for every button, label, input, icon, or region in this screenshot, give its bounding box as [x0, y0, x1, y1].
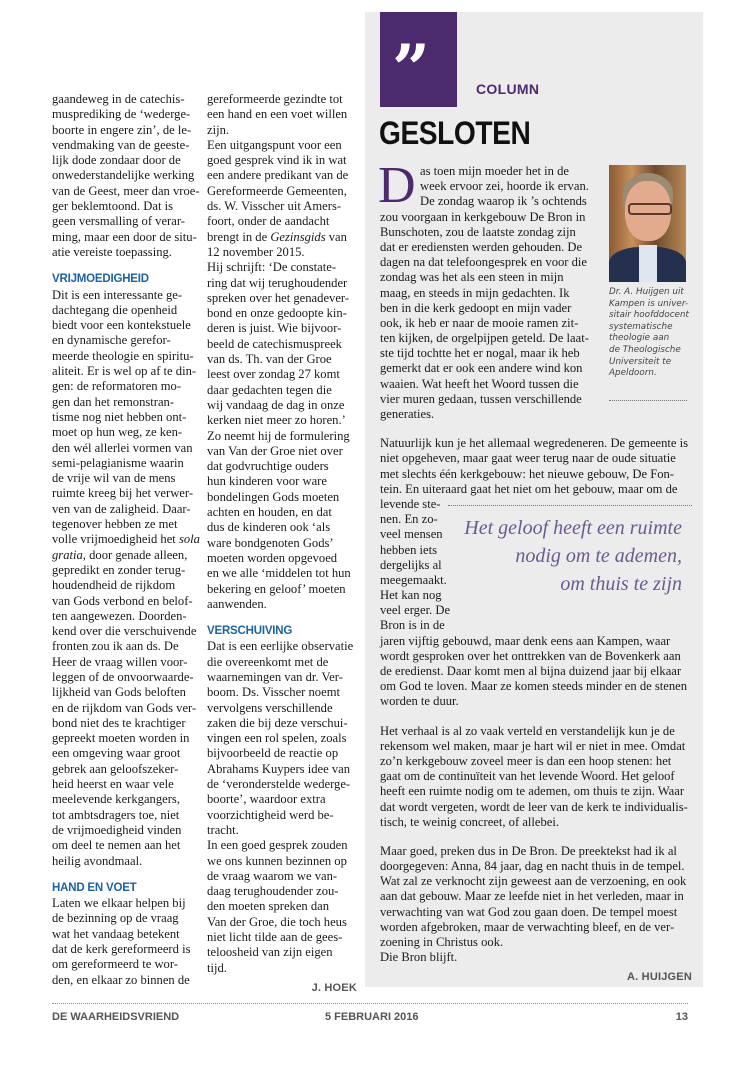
column-panel	[365, 12, 703, 987]
text-line: ben in die kerk gedoopt en mijn vader	[380, 300, 572, 315]
text-line: de Theologische	[609, 344, 681, 355]
text-line: de vrije wil van de mens	[52, 471, 176, 486]
text-line: gratia, door genade alleen,	[52, 547, 188, 562]
text-line: doorgegeven: Anna, 84 jaar, dag en nacht thuis in de tempel.	[380, 859, 685, 874]
paragraph-3	[380, 724, 692, 830]
text-line: een omgeving waar groot	[52, 746, 181, 761]
text-line: De zondag waarop ik ’s ochtends	[420, 194, 587, 209]
text-line: dergelijks al	[380, 557, 442, 572]
text-line: van Van der Groe niet over	[207, 443, 343, 458]
text-line: fronten zou ik aan ds. De	[52, 639, 179, 654]
text-line: kend over die verschuivende	[52, 624, 197, 639]
text-line: niet opgeheven, maar gaat weer terug naar de oude situatie	[380, 451, 676, 466]
text-line: boom. Ds. Visscher noemt	[207, 685, 340, 700]
paragraph-2-continued	[380, 634, 692, 710]
text-line: gereformeerde gezindte tot	[207, 92, 343, 106]
text-line: wordt gesproken over het onttrekken van de Bovenkerk aan	[380, 648, 681, 663]
text-line: zondag was het als een steen in mijn	[380, 270, 564, 285]
text-line: bekering en geloof’ moeten	[207, 581, 346, 596]
text-line: van de Geest, meer dan vroe-	[52, 183, 200, 198]
text-line: ven van de zaligheid. Daar-	[52, 501, 191, 516]
section-heading: HAND EN VOET	[52, 881, 137, 894]
text-line: een andere predikant van de	[207, 168, 349, 183]
text-line: Het verhaal is al zo vaak verteld en verstandelijk kun je de	[380, 723, 675, 738]
text-line: ten aangewezen. Doorden-	[52, 608, 187, 623]
text-line: Een uitgangspunt voor een	[207, 137, 342, 152]
text-line: tracht.	[207, 822, 239, 837]
footer-publication: DE WAARHEIDSVRIEND	[52, 1011, 180, 1023]
text-line: heeft een ruimte nodig om te ademen, om thuis te zijn. Waar	[380, 784, 685, 799]
text-line: 12 november 2015.	[207, 244, 305, 259]
text-line: ruimte kreeg bij het verwer-	[52, 486, 194, 501]
text-line: dus de kinderen ook ‘als	[207, 520, 331, 535]
text-line: Abrahams Kuypers idee van	[207, 761, 351, 776]
text-line: brengt in de Gezinsgids van	[207, 229, 347, 244]
paragraph-2	[380, 436, 692, 497]
text-line: daag terughoudender zou-	[207, 884, 339, 899]
text-line: Gereformeerde Gemeenten,	[207, 183, 347, 198]
text-line: Laten we elkaar helpen bij	[52, 896, 186, 911]
text-line: meelevende kerkgangers,	[52, 792, 180, 807]
text-line: den, en elkaar zo binnen de	[52, 972, 190, 987]
text-line: ten kijken, de orgelpijpen geteld. De laat-	[380, 331, 589, 346]
text-line: onwederstandelijke werking	[52, 168, 195, 183]
article-column-1	[52, 92, 202, 988]
text-line: Universiteit te	[609, 356, 672, 367]
text-line: achten en houden, en dat	[207, 505, 332, 520]
text-line: wij vandaag de dag in onze	[207, 397, 345, 412]
text-line: ware bondgenoten Gods’	[207, 535, 334, 550]
text-line: week ervoor zei, hoorde ik ervan.	[420, 179, 589, 194]
text-line: hebben iets	[380, 542, 438, 557]
text-line: ger beklemtoond. Dat is	[52, 199, 174, 214]
article-column-2	[207, 92, 357, 996]
text-line: dat wordt vergeten, wordt de leer van de kerk te individualis-	[380, 799, 688, 814]
text-line: met slechts één kerkgebouw: het nieuwe gebouw, De Fon-	[380, 466, 675, 481]
text-line: tisch, te weinig concreet, of allebei.	[380, 814, 560, 829]
column-title: GESLOTEN	[379, 115, 531, 151]
text-line: tisme nog niet hebben ont-	[52, 409, 187, 424]
text-line: In een goed gesprek zouden	[207, 838, 348, 853]
text-line: Bunschoten, zou de laatste zondag zijn	[380, 224, 576, 239]
text-line: Dit is een interessante ge-	[52, 287, 183, 302]
text-line: gemerkt dat er ook een andere wind kon	[380, 361, 583, 376]
footer-date: 5 FEBRUARI 2016	[325, 1011, 419, 1023]
text-line: Van der Groe, die toch heus	[207, 914, 347, 929]
text-line: wat het vandaag betekent	[52, 926, 180, 941]
quote-mark-box	[380, 12, 457, 107]
text-line: lijkheid van Gods beloften	[52, 685, 186, 700]
paragraph-4	[380, 844, 692, 966]
text-line: niet licht tilde aan de gees-	[207, 930, 343, 945]
text-line: daar gedachten tegen die	[207, 382, 332, 397]
text-line: en we alle ‘middelen tot hun	[207, 566, 351, 581]
text-line: dachtegang die openheid	[52, 302, 178, 317]
text-line: tein. En uiteraard gaat het niet om het gebouw, maar om de	[380, 481, 678, 496]
text-line: om thuis te zijn	[560, 572, 682, 595]
text-line: dat er erediensten werden gehouden. De	[380, 239, 583, 254]
text-line: Wat zal ze verknocht zijn geweest aan de verzoening, en ook	[380, 874, 687, 889]
text-line: tijd.	[207, 960, 227, 975]
text-line: zo’n kerkgebouw zoveel meer is dan een hoop stenen: het	[380, 753, 672, 768]
text-line: we ons kunnen bezinnen op	[207, 853, 347, 868]
text-line: den moeten spreken dan	[207, 899, 330, 914]
text-line: de vraag waarom we van-	[207, 868, 338, 883]
text-line: Dat is een eerlijke observatie	[207, 639, 354, 654]
text-line: as toen mijn moeder het in de	[420, 164, 569, 178]
text-line: den wél allerlei vormen van	[52, 440, 193, 455]
text-line: zou voorgaan in kerkgebouw De Bron in	[380, 209, 586, 224]
text-line: teloosheid van zijn eigen	[207, 945, 333, 960]
text-line: gaat om de continuïteit van het levende Woord. Het geloof	[380, 769, 675, 784]
pull-quote	[448, 505, 692, 634]
author-signature: A. HUIJGEN	[627, 971, 692, 984]
text-line: nen. En zo-	[380, 512, 438, 527]
text-line: aanwenden.	[207, 596, 267, 611]
text-line: maag, en steeds in mijn gedachten. Ik	[380, 285, 570, 300]
text-line: een hand en een voet willen	[207, 107, 348, 122]
text-line: om deel te nemen aan het	[52, 838, 181, 853]
text-line: bijvoorbeeld de reactie op	[207, 746, 339, 761]
text-line: lijk dode zondaar door de	[52, 153, 181, 168]
text-line: biedt voor een kontekstuele	[52, 318, 191, 333]
text-line: heid heerst en waar vele	[52, 777, 174, 792]
text-line: bondelingen Gods moeten	[207, 489, 340, 504]
text-line: systematische	[609, 321, 673, 332]
text-line: van Gods verbond en belof-	[52, 593, 193, 608]
text-line: levende ste-	[380, 496, 441, 511]
page-number: 13	[675, 1011, 688, 1023]
text-line: gen: de reformatoren mo-	[52, 379, 182, 394]
text-line: vier muren gedaan, tussen verschillende	[380, 391, 582, 406]
text-line: waarnemingen van dr. Ver-	[207, 669, 343, 684]
text-line: de bezinning op de vraag	[52, 911, 179, 926]
text-line: musprediking de ‘wederge-	[52, 107, 191, 122]
text-line: generaties.	[380, 407, 435, 421]
text-line: aliteit. Er is wel op af te din-	[52, 364, 197, 379]
text-line: foort, onder de aandacht	[207, 214, 330, 229]
text-line: zaken die bij deze verschui-	[207, 715, 348, 730]
text-line: Bron is in de	[380, 618, 445, 633]
text-line: zijn.	[207, 122, 230, 137]
text-line: boorte in engere zin’, de le-	[52, 122, 192, 137]
text-line: Zo neemt hij de formulering	[207, 428, 350, 443]
text-line: gepredikt en zonder terug-	[52, 562, 186, 577]
text-line: geen versmalling of verar-	[52, 214, 185, 229]
text-line: theologie aan	[609, 333, 670, 344]
text-line: goed gesprek vind ik in wat	[207, 153, 347, 168]
text-line: veel erger. De	[380, 603, 451, 618]
text-line: meegemaakt.	[380, 572, 447, 587]
text-line: verwachting van wat God zou gaan doen. De tempel moest	[380, 904, 678, 919]
text-line: gepreekt moeten worden in	[52, 731, 190, 746]
text-line: spreken over het genadever-	[207, 290, 350, 305]
section-heading: VRIJMOEDIGHEID	[52, 273, 149, 286]
section-heading: VERSCHUIVING	[207, 625, 293, 638]
text-line: deren is juist. Wie bijvoor-	[207, 321, 342, 336]
text-line: leest over zondag 27 komt	[207, 367, 340, 382]
text-line: beeld de catechismuspreek	[207, 336, 342, 351]
text-line: ring dat wij terughoudender	[207, 275, 348, 290]
text-line: dat godvruchtige ouders	[207, 459, 329, 474]
text-line: semi-pelagianisme waarin	[52, 455, 184, 470]
paragraph-2-narrow	[380, 496, 451, 634]
quote-icon: ”	[392, 30, 430, 108]
text-line: Apeldoorn.	[609, 368, 657, 379]
text-line: bond niet des te krachtiger	[52, 715, 186, 730]
text-line: Het geloof heeft een ruimte	[464, 516, 682, 539]
text-line: vervolgens verschillende	[207, 700, 333, 715]
text-line: ming, maar een door de situ-	[52, 229, 197, 244]
text-line: dat de kerk gereformeerd is	[52, 942, 191, 957]
text-line: meerde theologie en spiritu-	[52, 348, 194, 363]
text-line: Die Bron blijft.	[380, 950, 458, 965]
text-line: moet op hun weg, ze ken-	[52, 425, 183, 440]
footer-divider	[52, 1003, 688, 1004]
text-line: tegenover hebben ze met	[52, 517, 178, 532]
text-line: om gereformeerd te wor-	[52, 957, 178, 972]
section-kicker: COLUMN	[476, 81, 540, 97]
text-line: gen dan het remonstran-	[52, 394, 175, 409]
text-line: bond en onze gedoopte kin-	[207, 306, 347, 321]
text-line: nodig om te ademen,	[515, 544, 682, 567]
text-line: van ds. Th. van der Groe	[207, 352, 332, 367]
text-line: leggen of de onvoorwaarde-	[52, 669, 194, 684]
text-line: hun kinderen voor ware	[207, 474, 327, 489]
text-line: en de rijkdom van Gods ver-	[52, 700, 197, 715]
text-line: zoening in Christus ook.	[380, 935, 504, 949]
text-line: veel mensen	[380, 527, 443, 542]
text-line: dagen na dat telefoongesprek en voor die	[380, 255, 588, 270]
text-line: ook, ik heb er naar de mooie ramen zit-	[380, 315, 579, 330]
text-line: worden te duur.	[380, 694, 459, 709]
text-line: de vrijmoedigheid vinden	[52, 822, 182, 837]
column-body	[378, 157, 692, 986]
text-line: vendmaking van de geeste-	[52, 137, 190, 152]
text-line: waaien. Wat heeft het Woord tussen die	[380, 376, 579, 391]
text-line: Dr. A. Huijgen uit	[609, 287, 684, 297]
text-line: voorzichtigheid werd be-	[207, 807, 334, 822]
text-line: Het kan nog	[380, 588, 442, 603]
drop-cap: D	[378, 157, 416, 214]
text-line: gebrek aan geloofszeker-	[52, 761, 179, 776]
paragraph-1	[378, 157, 605, 422]
text-line: volle vrijmoedigheid het sola	[52, 532, 200, 547]
text-line: Natuurlijk kun je het allemaal wegredeneren. De gemeente is	[380, 436, 689, 451]
text-line: heilig avondmaal.	[52, 853, 143, 868]
text-line: ste tijd tochtte het er nogal, maar ik heb	[380, 346, 580, 361]
text-line: en dynamische gerefor-	[52, 333, 171, 348]
text-line: worden afgebroken, maar de verwachting bleef, en de ver-	[380, 919, 675, 934]
text-line: tot ambtsdragers toe, niet	[52, 807, 180, 822]
text-line: sitair hoofddocent	[609, 310, 689, 321]
author-signature: J. HOEK	[311, 981, 357, 994]
text-line: de eredienst. Daar komt men al bijna duizend jaar bij elkaar	[380, 664, 682, 678]
text-line: die overeenkomt met de	[207, 654, 329, 669]
text-line: Hij schrijft: ‘De constate-	[207, 260, 337, 275]
text-line: ds. W. Visscher uit Amers-	[207, 199, 342, 214]
text-line: rekensom wel maken, maar je hart wil er niet in mee. Omdat	[380, 738, 686, 753]
text-line: Heer de vraag willen voor-	[52, 654, 188, 669]
text-line: moeten worden opgevoed	[207, 550, 338, 565]
text-line: boorte’, waardoor extra	[207, 792, 326, 807]
text-line: de ‘veronderstelde wederge-	[207, 777, 351, 792]
text-line: gaandeweg in de catechis-	[52, 92, 185, 106]
text-line: vingen een rol spelen, zoals	[207, 731, 347, 746]
text-line: houdendheid de rijkdom	[52, 578, 176, 593]
text-line: Kampen is univer-	[609, 298, 689, 309]
text-line: Maar goed, preken dus in De Bron. De preektekst had ik al	[380, 843, 677, 858]
text-line: om God te loven. Maar ze komen steeds minder en de stenen	[380, 679, 688, 694]
text-line: jaren vijftig gebouwd, maar denk eens aan Kampen, waar	[380, 633, 671, 648]
text-line: aan dat gebouw. Maar ze leefde niet in het verleden, maar in	[380, 889, 684, 904]
text-line: kerken niet meer zo horen.’	[207, 413, 346, 428]
text-line: atie vereiste toepassing.	[52, 244, 172, 259]
